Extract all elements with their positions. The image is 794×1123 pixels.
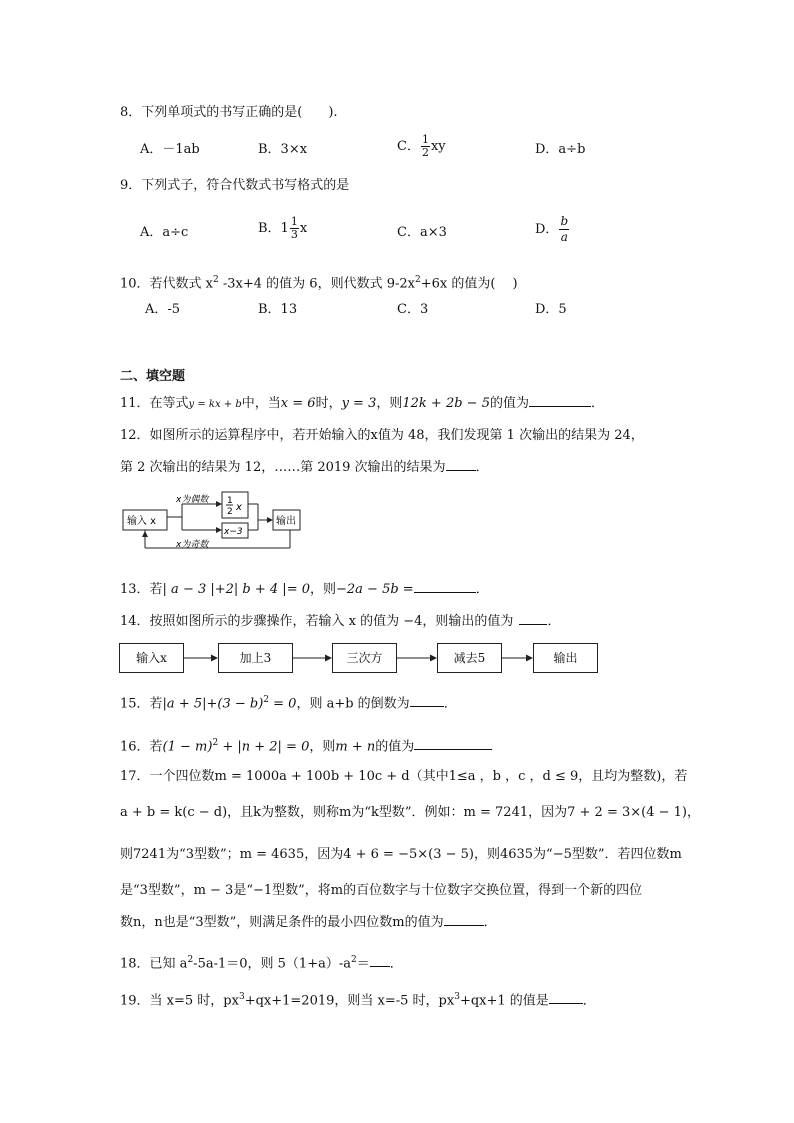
q8-stem: 8．下列单项式的书写正确的是( ).	[120, 105, 338, 120]
q10-option-a[interactable]: A．-5	[145, 302, 181, 317]
q14-step-subtract: 减去5	[437, 643, 502, 673]
q12-flowchart	[120, 490, 305, 552]
fraction: $\frac{b}{a}$	[560, 214, 569, 244]
answer-blank[interactable]	[529, 406, 591, 407]
answer-blank[interactable]	[519, 624, 547, 625]
option-label: D．	[535, 222, 559, 237]
q18-stem: 18．已知 $a^2-5a-1=0$，则 $5(1+a)-a^2=$ ．	[120, 955, 403, 972]
option-tail: x	[299, 221, 308, 236]
q17-line4: 是“3型数”，m − 3是“−1型数”，将m的百位数字与十位数字交换位置，得到一个新的四位	[120, 883, 643, 898]
q13-stem: 13．若| a − 3 |+2| b + 4 |= 0，则−2a − 5b = ．	[120, 582, 489, 597]
q17-line1: 17．一个四位数m = 1000a + 100b + 10c + d（其中1≤a ，b ，c ，d ≤ 9，且均为整数)，若	[120, 769, 688, 784]
q14-step-cube: 三次方	[332, 643, 397, 673]
answer-blank[interactable]	[414, 749, 492, 750]
flow-half-var: x	[236, 502, 242, 513]
flow-minus-label: x−3	[224, 527, 243, 537]
q9-option-c[interactable]: C．a×3	[397, 225, 447, 240]
q10-stem: 10．若代数式 $x^2$ -3x+4 的值为 6，则代数式 $9-2x^2+6x$ 的值为( )	[120, 275, 518, 292]
q10-option-d[interactable]: D．5	[535, 302, 567, 317]
q17-line3: 则7241为“3型数”；m = 4635，因为4 + 6 = −5×(3 − 5)，则4635为“−5型数”．若四位数m	[120, 847, 682, 862]
q8-option-c[interactable]	[397, 134, 446, 159]
q16-stem: 16．若$(1 - m)^2 + |n + 2| = 0$，则m + n的值为	[120, 734, 492, 756]
q11-stem: 11．在等式y = kx + b中，当x = 6时，y = 3，则12k + 2b − 5的值为 ．	[120, 396, 605, 411]
q12-line2: 第 2 次输出的结果为 12，……第 2019 次输出的结果为 ．	[120, 460, 489, 475]
option-label: C．	[397, 139, 420, 154]
flow-half-box	[222, 492, 248, 518]
q14-step-input: 输入x	[119, 643, 184, 673]
flow-half-den: 2	[227, 507, 233, 517]
q9-option-b[interactable]	[258, 216, 307, 241]
q9-stem: 9．下列式子，符合代数式书写格式的是	[120, 178, 350, 193]
q8-option-a[interactable]: A．－1ab	[140, 142, 200, 157]
flow-even-label: x为偶数	[176, 495, 209, 505]
q10-option-b[interactable]: B．13	[258, 302, 298, 317]
q8-option-d[interactable]: D．a÷b	[535, 142, 586, 157]
q14-flow-arrows	[119, 643, 599, 673]
q10-option-c[interactable]: C．3	[397, 302, 429, 317]
q19-stem: 19．当 x=5 时，$px^3+qx+1=2019$，则当 x=-5 时，$px^3+qx+1$ 的值是 ．	[120, 992, 596, 1009]
q9-option-d[interactable]	[535, 214, 570, 245]
answer-blank[interactable]	[410, 706, 444, 707]
answer-blank[interactable]	[549, 1003, 583, 1004]
answer-blank[interactable]	[414, 592, 476, 593]
q12-line1: 12．如图所示的运算程序中，若开始输入的x值为 48，我们发现第 1 次输出的结果为 24，	[120, 428, 644, 443]
answer-blank[interactable]	[444, 925, 484, 926]
answer-blank[interactable]	[446, 470, 476, 471]
fraction: $\frac{1}{3}$	[290, 215, 298, 241]
flow-half-num: 1	[227, 496, 233, 506]
q17-line5: 数n，n也是“3型数”，则满足条件的最小四位数m的值为 ．	[120, 915, 497, 930]
answer-blank[interactable]	[370, 966, 390, 967]
q14-step-add: 加上3	[218, 643, 293, 673]
q8-option-b[interactable]: B．3×x	[258, 142, 308, 157]
option-label: B．1	[258, 221, 289, 236]
q14-step-output: 输出	[533, 643, 598, 673]
fraction: $\frac{1}{2}$	[421, 133, 429, 159]
option-tail: xy	[430, 139, 446, 154]
q15-stem: 15．若$|a + 5|+(3 - b)^2 = 0$，则 a+b 的倒数为 ．	[120, 695, 457, 712]
q17-line2: a + b = k(c − d)，且k为整数，则称m为“k型数”．例如：m = 7241，因为7 + 2 = 3×(4 − 1)，	[120, 805, 700, 820]
section-title: 二、填空题	[120, 369, 186, 384]
q9-option-a[interactable]: A．a÷c	[140, 225, 189, 240]
flow-odd-label: x为奇数	[176, 540, 209, 550]
q14-stem: 14．按照如图所示的步骤操作，若输入 x 的值为 −4，则输出的值为 ．	[120, 614, 561, 629]
flow-output-label: 输出	[276, 516, 296, 527]
flow-input-label: 输入 x	[127, 516, 157, 527]
